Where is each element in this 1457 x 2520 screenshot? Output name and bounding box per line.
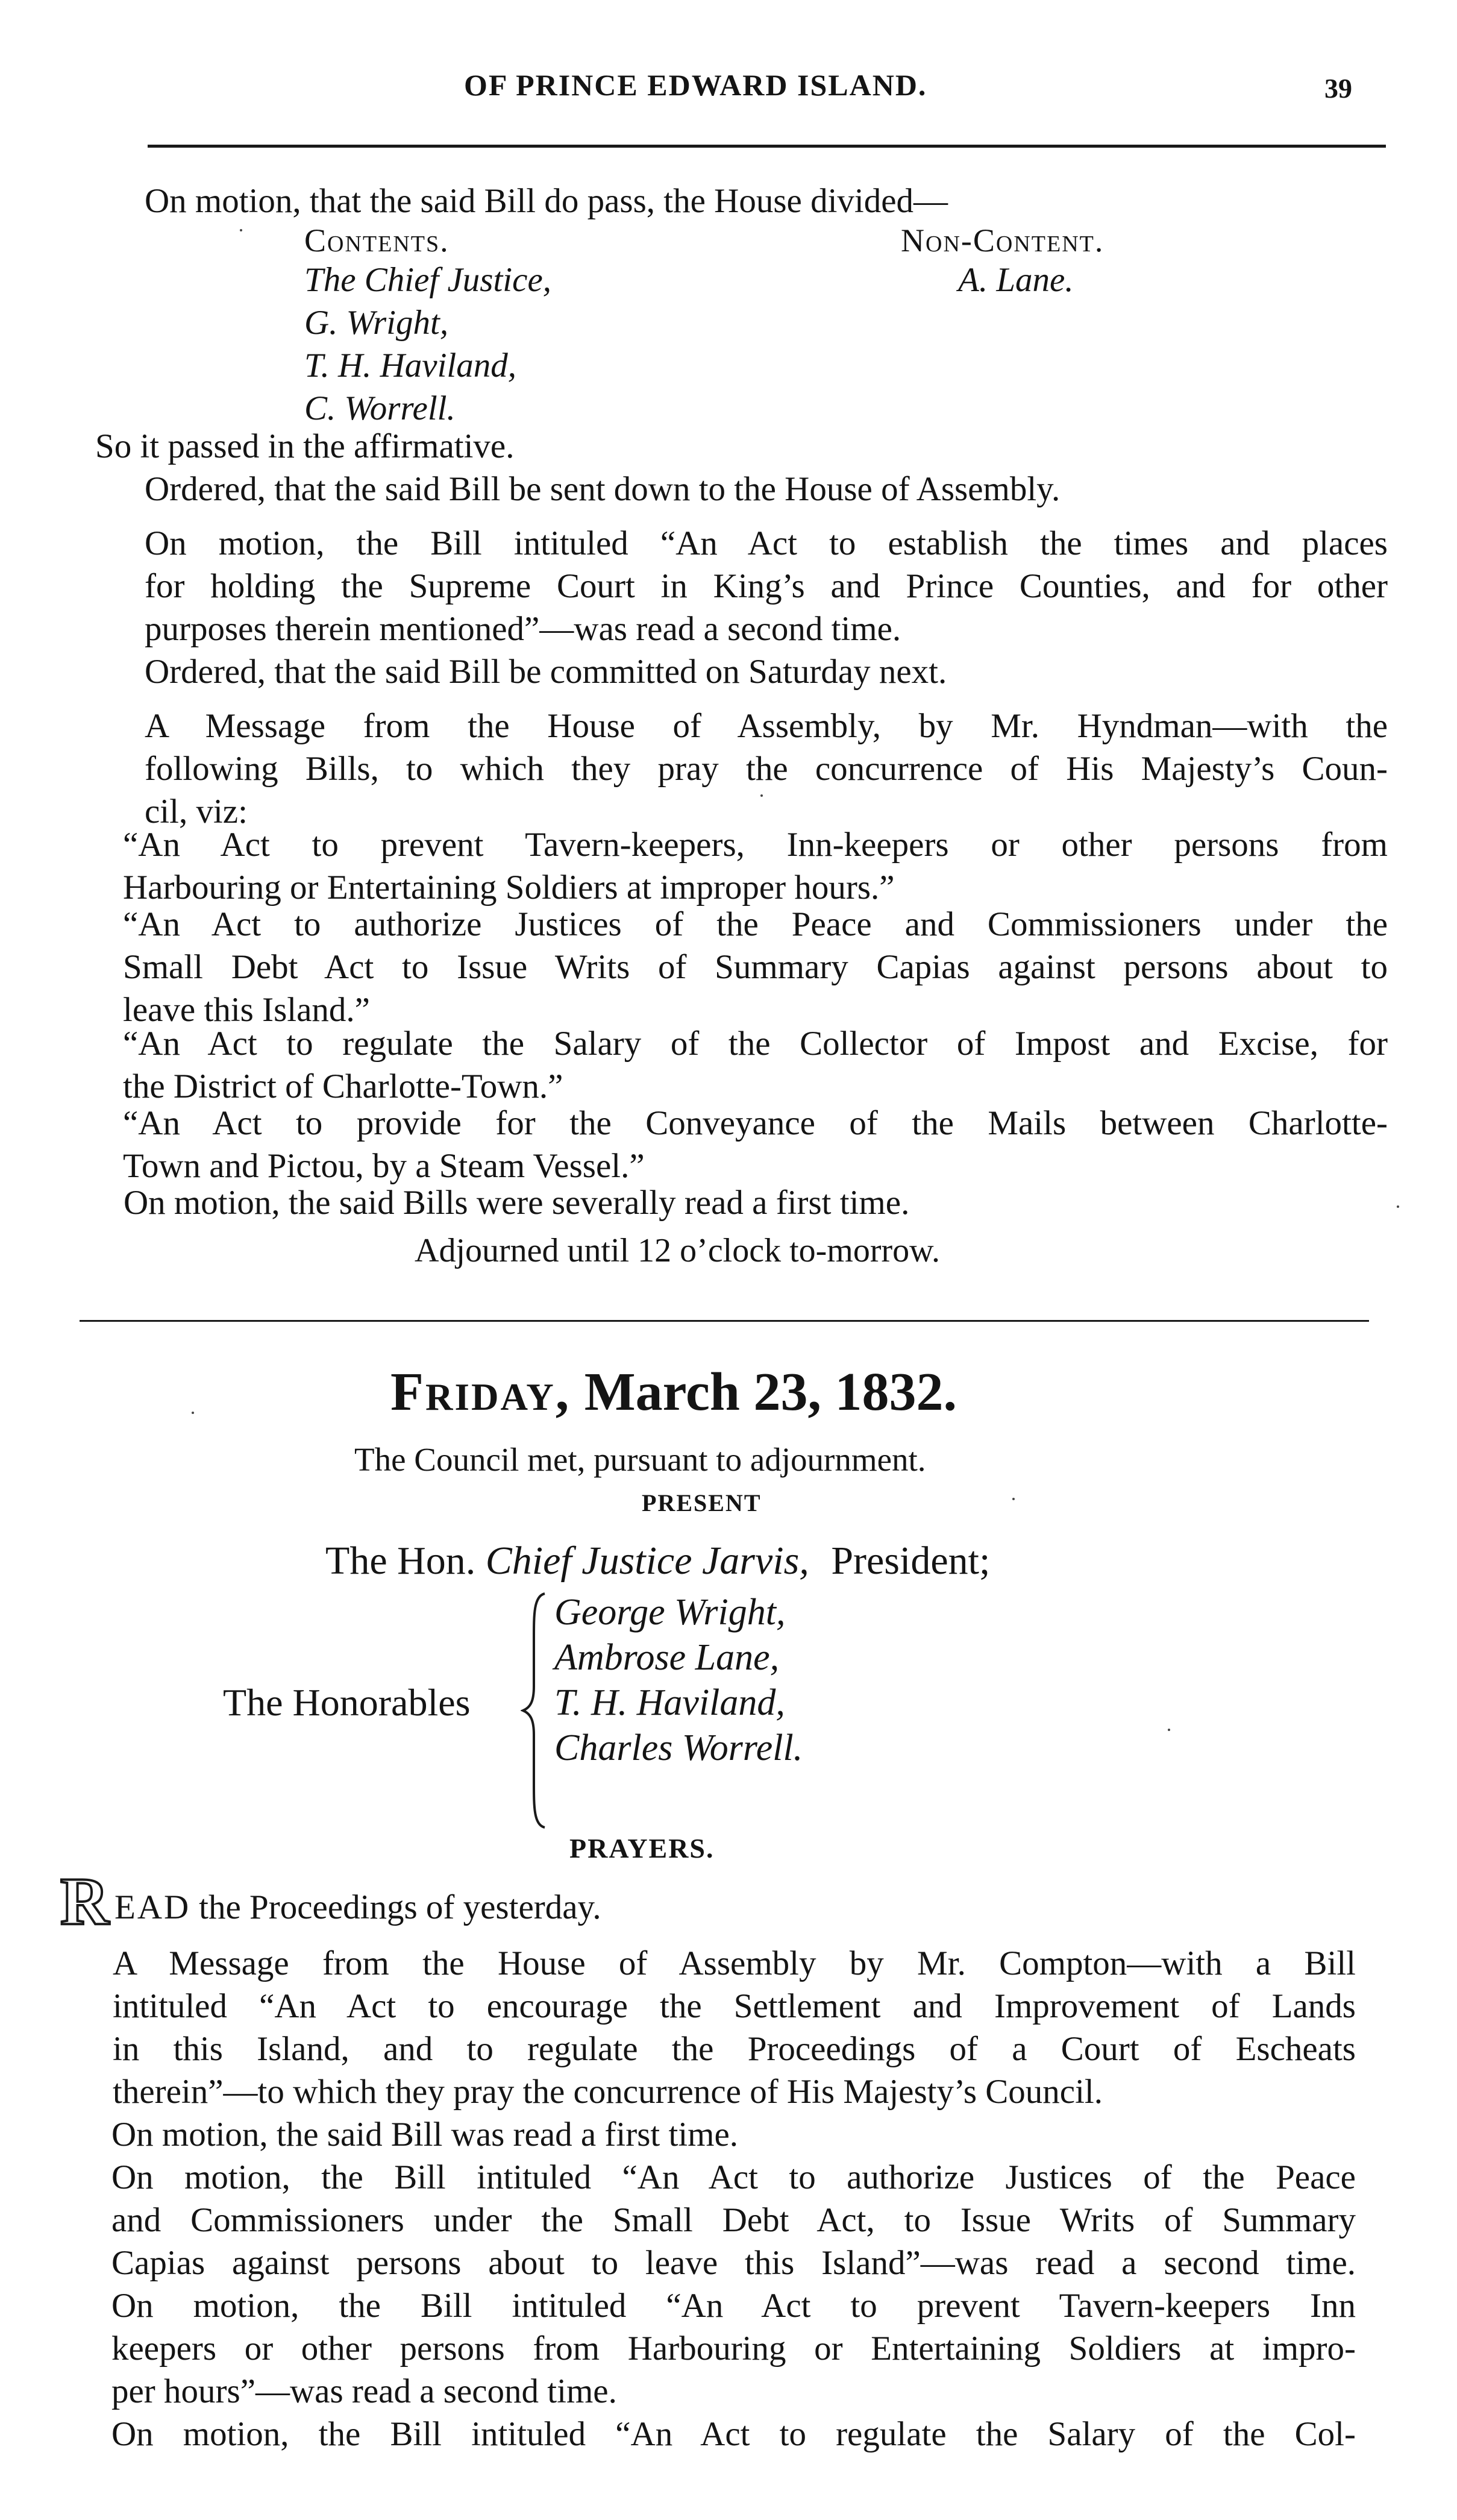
honorables-brace bbox=[521, 1590, 548, 1831]
read-proceedings-line bbox=[114, 1888, 601, 1927]
print-speck bbox=[1012, 1498, 1015, 1500]
compton-message-paragraph: A Message from the House of Assembly by Mr. Compton—with a Bill intituled “An Act to encourage the Settlement and Improvement of Lands in this Island, and to regulate the Proceedings of a Court of Escheats therein”—to which they pray the concurrence of His Majesty’s Council. bbox=[113, 1944, 1356, 2111]
president-prefix: The Hon. bbox=[325, 1539, 476, 1583]
tavern-bill-paragraph: On motion, the Bill intituled “An Act to prevent Tavern-keepers Inn keepers or other persons from Harbouring or Entertaining Soldiers at impro- per hours”—was read a second time. bbox=[111, 2287, 1356, 2410]
contents-member: T. H. Haviland, bbox=[304, 347, 517, 385]
adjournment-line: Adjourned until 12 o’clock to-morrow. bbox=[415, 1232, 940, 1269]
header-rule bbox=[148, 145, 1386, 148]
honorable-member: George Wright, bbox=[554, 1592, 786, 1633]
contents-member: C. Worrell. bbox=[304, 389, 456, 427]
bill-mails-conveyance: “An Act to provide for the Conveyance of the Mails between Charlotte- Town and Pictou, by a Steam Vessel.” bbox=[123, 1104, 1388, 1185]
friday-heading-day: Friday, bbox=[390, 1362, 571, 1422]
hyndman-message-paragraph: A Message from the House of Assembly, by Mr. Hyndman—with the following Bills, to which they pray the concurrence of His Majesty’s Coun- cil, viz: bbox=[145, 707, 1388, 831]
president-title: President; bbox=[831, 1539, 991, 1583]
contents-member: G. Wright, bbox=[304, 304, 449, 342]
division-motion: On motion, that the said Bill do pass, the House divided— bbox=[145, 182, 948, 220]
read-rest: the Proceedings of yesterday. bbox=[199, 1888, 601, 1926]
honorable-member: Ambrose Lane, bbox=[554, 1637, 780, 1678]
bill-tavern-keepers: “An Act to prevent Tavern-keepers, Inn-keepers or other persons from Harbouring or Entertaining Soldiers at improper hours.” bbox=[123, 826, 1388, 907]
print-speck bbox=[1168, 1729, 1170, 1731]
supreme-court-bill-paragraph: On motion, the Bill intituled “An Act to establish the times and places for holding the Supreme Court in King’s and Prince Counties, and for other purposes therein mentioned”—was read a second time. bbox=[145, 524, 1388, 648]
print-speck bbox=[192, 1412, 194, 1414]
friday-heading-date: March 23, 1832. bbox=[584, 1362, 957, 1422]
bill-justices-of-peace: “An Act to authorize Justices of the Peace and Commissioners under the Small Debt Act to Issue Writs of Summary Capias against persons about to leave this Island.” bbox=[123, 905, 1388, 1029]
supreme-court-ordered: Ordered, that the said Bill be committed on Saturday next. bbox=[145, 653, 947, 691]
non-content-heading: Non-Content. bbox=[901, 222, 1104, 259]
prayers-heading: PRAYERS. bbox=[569, 1833, 715, 1864]
honorable-member: T. H. Haviland, bbox=[554, 1682, 785, 1723]
contents-member: The Chief Justice, bbox=[304, 261, 551, 299]
bill-read-first-time: On motion, the said Bill was read a first time. bbox=[111, 2116, 739, 2154]
print-speck bbox=[1397, 1205, 1399, 1208]
bills-read-first-time: On motion, the said Bills were severally read a first time. bbox=[124, 1184, 910, 1222]
president-line bbox=[325, 1538, 990, 1584]
ordered-line: Ordered, that the said Bill be sent down to the House of Assembly. bbox=[145, 470, 1061, 508]
contents-heading: Contents. bbox=[304, 222, 450, 259]
passed-line: So it passed in the affirmative. bbox=[95, 427, 515, 465]
friday-heading bbox=[390, 1359, 957, 1425]
read-word: EAD bbox=[114, 1888, 191, 1926]
running-title: OF PRINCE EDWARD ISLAND. bbox=[464, 68, 927, 102]
bill-collector-salary: “An Act to regulate the Salary of the Collector of Impost and Excise, for the District of Charlotte-Town.” bbox=[123, 1025, 1388, 1105]
print-speck bbox=[760, 794, 763, 797]
print-speck bbox=[240, 229, 242, 231]
honorable-member: Charles Worrell. bbox=[554, 1727, 803, 1768]
section-divider-rule bbox=[80, 1320, 1369, 1322]
present-label: PRESENT bbox=[642, 1489, 762, 1516]
page-number: 39 bbox=[1324, 73, 1352, 104]
drop-cap: R bbox=[60, 1864, 109, 1939]
salary-bill-line: On motion, the Bill intituled “An Act to regulate the Salary of the Col- bbox=[111, 2415, 1356, 2453]
president-name: Chief Justice Jarvis, bbox=[485, 1539, 809, 1583]
council-met-line: The Council met, pursuant to adjournment. bbox=[354, 1441, 926, 1478]
non-content-member: A. Lane. bbox=[958, 261, 1074, 299]
honorables-label: The Honorables bbox=[223, 1681, 471, 1724]
justices-bill-paragraph: On motion, the Bill intituled “An Act to authorize Justices of the Peace and Commissioners under the Small Debt Act, to Issue Writs of Summary Capias against persons about to leave this Island”—was read a second time. bbox=[111, 2158, 1356, 2282]
